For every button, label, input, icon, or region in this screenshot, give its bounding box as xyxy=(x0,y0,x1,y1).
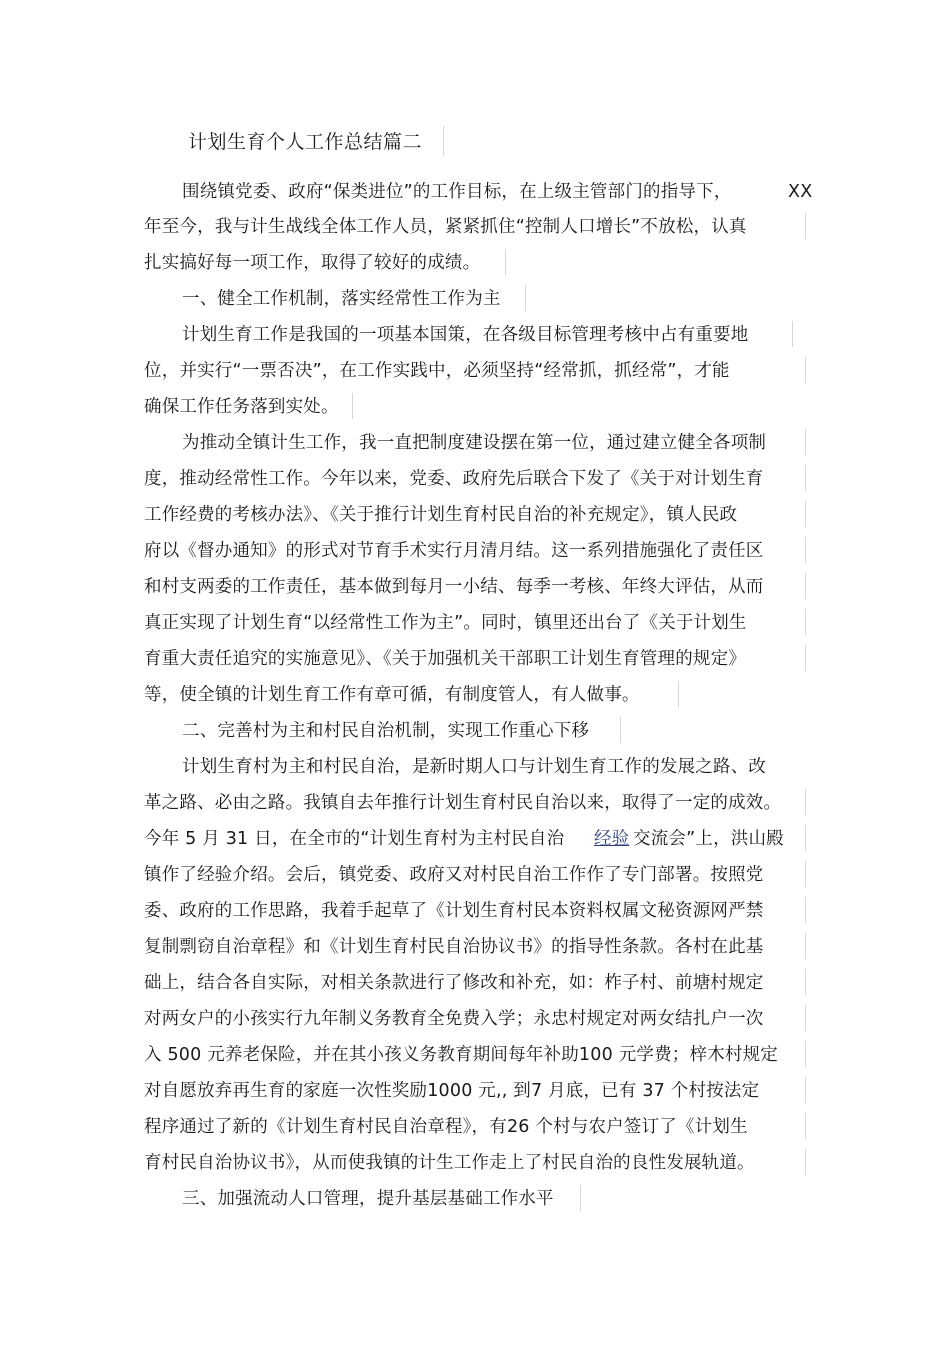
margin-mark xyxy=(805,825,806,851)
margin-mark xyxy=(352,393,353,419)
margin-mark xyxy=(805,573,806,599)
section-heading: 一、健全工作机制，落实经常性工作为主 xyxy=(182,289,501,309)
margin-mark xyxy=(505,249,506,275)
margin-mark xyxy=(805,789,806,815)
margin-mark xyxy=(443,126,444,156)
text-line: 镇作了经验介绍。会后，镇党委、政府又对村民自治工作作了专门部署。按照党 xyxy=(144,865,764,885)
margin-mark xyxy=(805,465,806,491)
text-line: 委、政府的工作思路，我着手起草了《计划生育村民本资料权属文秘资源网严禁 xyxy=(144,901,764,921)
text-line: 位，并实行“一票否决”，在工作实践中，必须坚持“经常抓，抓经常”，才能 xyxy=(144,361,730,381)
margin-mark xyxy=(805,609,806,635)
margin-mark xyxy=(792,321,793,347)
margin-mark xyxy=(805,1149,806,1175)
text-line: 等，使全镇的计划生育工作有章可循，有制度管人，有人做事。 xyxy=(144,685,640,705)
text-line: 今年 5 月 31 日，在全市的“计划生育村为主村民自治 xyxy=(144,829,565,849)
section-heading: 二、完善村为主和村民自治机制，实现工作重心下移 xyxy=(182,721,590,741)
text-line: 扎实搞好每一项工作，取得了较好的成绩。 xyxy=(144,253,481,273)
text-line: 对自愿放弃再生育的家庭一次性奖励1000 元,, 到7 月底，已有 37 个村按法定 xyxy=(144,1081,760,1101)
margin-mark xyxy=(805,1041,806,1067)
text-line: 对两女户的小孩实行九年制义务教育全免费入学；永忠村规定对两女结扎户一次 xyxy=(144,1009,764,1029)
margin-mark xyxy=(620,717,621,743)
text-line: 革之路、必由之路。我镇自去年推行计划生育村民自治以来，取得了一定的成效。 xyxy=(144,793,782,813)
text-line: 复制剽窃自治章程》和《计划生育村民自治协议书》的指导性条款。各村在此基 xyxy=(144,937,764,957)
text-line: 府以《督办通知》的形式对节育手术实行月清月结。这一系列措施强化了责任区 xyxy=(144,541,764,561)
text-line: 真正实现了计划生育“以经常性工作为主”。同时，镇里还出台了《关于计划生 xyxy=(144,613,747,633)
text-line: 育重大责任追究的实施意见》、《关于加强机关干部职工计划生育管理的规定》 xyxy=(144,649,746,669)
margin-mark xyxy=(805,1113,806,1139)
margin-mark xyxy=(525,285,526,311)
margin-mark xyxy=(805,933,806,959)
margin-mark xyxy=(805,357,806,383)
text-line: 和村支两委的工作责任，基本做到每月一小结、每季一考核、年终大评估，从而 xyxy=(144,577,764,597)
text-line: 度，推动经常性工作。今年以来，党委、政府先后联合下发了《关于对计划生育 xyxy=(144,469,764,489)
margin-mark xyxy=(805,537,806,563)
margin-mark xyxy=(805,213,806,239)
text-line: 工作经费的考核办法》、《关于推行计划生育村民自治的补充规定》，镇人民政 xyxy=(144,505,738,525)
text-line-tail: 交流会”上，洪山殿 xyxy=(633,829,784,849)
margin-mark xyxy=(805,429,806,455)
margin-mark xyxy=(805,645,806,671)
document-title: 计划生育个人工作总结篇二 xyxy=(188,131,423,153)
text-line: 为推动全镇计生工作，我一直把制度建设摆在第一位，通过建立健全各项制 xyxy=(182,433,767,453)
text-line: 程序通过了新的《计划生育村民自治章程》，有26 个村与农户签订了《计划生 xyxy=(144,1117,748,1137)
margin-mark xyxy=(805,501,806,527)
section-heading: 三、加强流动人口管理，提升基层基础工作水平 xyxy=(182,1189,554,1209)
experience-link[interactable]: 经验 xyxy=(594,829,630,849)
text-line: 入 500 元养老保险，并在其小孩义务教育期间每年补助100 元学费；梓木村规定 xyxy=(144,1045,778,1065)
margin-mark xyxy=(580,1185,581,1211)
text-line: 确保工作任务落到实处。 xyxy=(144,397,339,417)
margin-mark xyxy=(678,681,679,707)
text-line: 育村民自治协议书》，从而使我镇的计生工作走上了村民自治的良性发展轨道。 xyxy=(144,1153,755,1173)
margin-mark xyxy=(805,897,806,923)
margin-mark xyxy=(805,1005,806,1031)
margin-mark xyxy=(805,969,806,995)
margin-mark xyxy=(805,861,806,887)
margin-mark xyxy=(805,1077,806,1103)
text-line: 年至今，我与计生战线全体工作人员，紧紧抓住“控制人口增长”不放松，认真 xyxy=(144,217,747,237)
text-line: 计划生育村为主和村民自治，是新时期人口与计划生育工作的发展之路、改 xyxy=(182,757,767,777)
text-line: 础上，结合各自实际，对相关条款进行了修改和补充，如：柞子村、前塘村规定 xyxy=(144,973,764,993)
text-line-tail: XX xyxy=(788,182,813,202)
text-line: 围绕镇党委、政府“保类进位”的工作目标，在上级主管部门的指导下， xyxy=(182,182,732,202)
text-line: 计划生育工作是我国的一项基本国策，在各级目标管理考核中占有重要地 xyxy=(182,325,749,345)
